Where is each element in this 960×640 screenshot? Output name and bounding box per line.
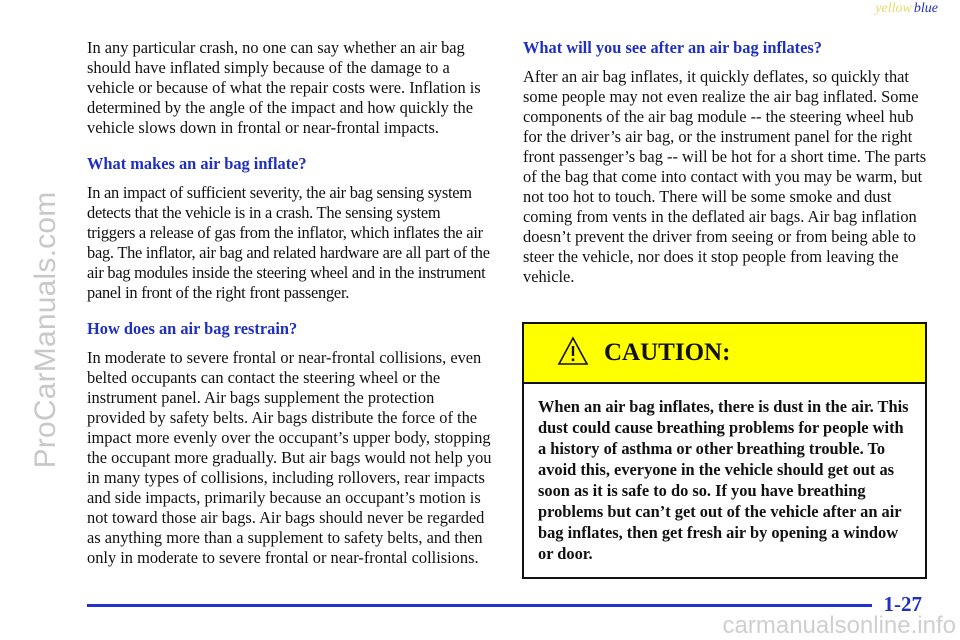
tag-blue: blue bbox=[913, 1, 938, 16]
section-heading: How does an air bag restrain? bbox=[87, 319, 298, 338]
caution-header bbox=[524, 324, 925, 384]
footer-watermark: carmanualsonline.info bbox=[722, 612, 956, 639]
paragraph: In an impact of sufficient severity, the air bag sensing system detects that the vehicle is in a crash. The sensing system triggers a release of gas from the inflator, which inflates the air bag. The inflator, air bag and related hardware are all part of the air bag modules inside the steering wheel and in the instrument panel in front of the right front passenger. bbox=[87, 183, 490, 302]
side-watermark: ProCarManuals.com bbox=[29, 191, 62, 469]
page-number: 1-27 bbox=[883, 592, 922, 616]
footer-rule bbox=[87, 604, 872, 607]
caution-title: CAUTION: bbox=[604, 339, 731, 366]
warning-triangle-icon bbox=[557, 336, 589, 366]
paragraph: In any particular crash, no one can say whether an air bag should have inflated simply because of the damage to a vehicle or because of what the repair costs were. Inflation is determined by the angle of the impact and how quickly the vehicle slows down in frontal or near-frontal impacts. bbox=[87, 38, 481, 137]
section-heading: What will you see after an air bag inflates? bbox=[523, 38, 822, 57]
caution-box bbox=[522, 322, 927, 579]
paragraph: After an air bag inflates, it quickly deflates, so quickly that some people may not even realize the air bag inflated. Some components of the air bag module -- the steering wheel hub for the driver’s air bag, or the instrument panel for the right front passenger’s bag -- will be hot for a short time. The parts of the bag that come into contact with you may be warm, but not too hot to touch. There will be some smoke and dust coming from vents in the deflated air bags. Air bag inflation doesn’t prevent the driver from seeing or from being able to steer the vehicle, nor does it stop people from leaving the vehicle. bbox=[523, 67, 927, 286]
section-heading: What makes an air bag inflate? bbox=[87, 154, 307, 173]
left-column bbox=[87, 38, 492, 568]
paragraph: In moderate to severe frontal or near-frontal collisions, even belted occupants can contact the steering wheel or the instrument panel. Air bags supplement the protection provided by safety belts. Air bags distribute the force of the impact more evenly over the occupant’s upper body, stopping the occupant more gradually. But air bags would not help you in many types of collisions, including rollovers, rear impacts and side impacts, primarily because an occupant’s motion is not toward those air bags. Air bags should never be regarded as anything more than a supplement to safety belts, and then only in moderate to severe frontal or near-frontal collisions. bbox=[87, 348, 492, 567]
right-column bbox=[523, 38, 928, 287]
print-color-tag bbox=[875, 1, 938, 17]
caution-text: When an air bag inflates, there is dust in the air. This dust could cause breathing problems for people with a history of asthma or other breathing trouble. To avoid this, everyone in the vehicle should get out as soon as it is safe to do so. If you have breathing problems but can’t get out of the vehicle after an air bag inflates, then get fresh air by opening a window or door. bbox=[538, 397, 909, 563]
tag-yellow: yellow bbox=[875, 1, 912, 16]
